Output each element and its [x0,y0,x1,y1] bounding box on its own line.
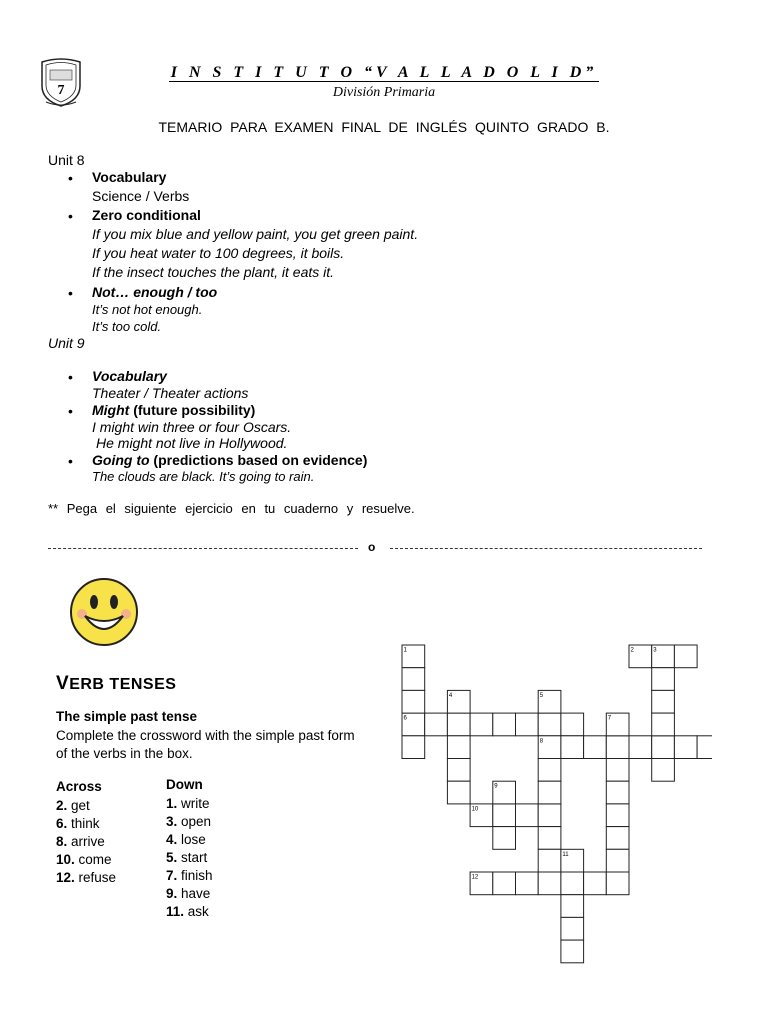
crossword-clue-number: 10 [471,806,479,813]
bullet: • [68,170,73,186]
crossword-cell[interactable] [402,668,425,691]
bullet: • [68,369,73,385]
crossword-cell[interactable] [606,849,629,872]
crossword-cell[interactable] [652,690,675,713]
down-clue: 3. open [166,814,212,829]
across-clue: 12. refuse [56,870,117,885]
bullet: • [68,453,73,469]
down-clue: 5. start [166,850,208,865]
enough-example-1: It’s not hot enough. [92,302,203,317]
down-clue: 1. write [166,796,210,811]
crest-number: 7 [57,83,65,98]
down-clue: 9. have [166,886,211,901]
down-clue: 11. ask [166,904,209,919]
crossword-cell[interactable] [402,736,425,759]
bullet: • [68,403,73,419]
crossword-clue-number: 4 [448,692,453,699]
down-heading: Down [166,777,203,792]
crossword-cell[interactable] [561,872,584,895]
crossword-cell[interactable] [516,804,539,827]
crossword-cell[interactable] [493,872,516,895]
crossword-cell[interactable] [538,827,561,850]
across-clue: 8. arrive [56,834,105,849]
zero-example-3: If the insect touches the plant, it eats it. [92,264,335,280]
might-title: Might (future possibility) [92,402,256,418]
crossword-cell[interactable] [606,781,629,804]
crossword-clue-number: 5 [539,692,544,699]
crossword-clue-number: 12 [471,874,479,881]
across-clue: 10. come [56,852,112,867]
crossword-cell[interactable] [606,736,629,759]
might-example-1: I might win three or four Oscars. [92,419,292,435]
crossword-cell[interactable] [447,759,470,782]
crossword-cell[interactable] [652,736,675,759]
crossword-cell[interactable] [584,736,607,759]
across-heading: Across [56,779,102,794]
crossword-clue-number: 9 [494,783,498,790]
might-example-2: He might not live in Hollywood. [96,435,288,451]
crossword-clue-number: 11 [562,851,569,858]
crossword-clue-number: 2 [630,647,634,654]
across-clue: 6. think [56,816,100,831]
crossword-clue-number: 1 [403,647,407,654]
crossword-cell[interactable] [697,736,712,759]
crossword-cell[interactable] [447,713,470,736]
zero-conditional-title: Zero conditional [92,207,201,223]
smiley-face-icon [68,576,140,648]
school-name: I N S T I T U T O “V A L L A D O L I D” [170,64,598,81]
crossword-instruction: Complete the crossword with the simple past form of the verbs in the box. [56,728,355,761]
crossword-clue-number: 8 [539,738,544,745]
crossword-cell[interactable] [561,917,584,940]
unit9-vocab-text: Theater / Theater actions [92,385,249,401]
enough-example-2: It’s too cold. [92,319,162,334]
enough-too-title: Not… enough / too [92,284,218,300]
going-to-example: The clouds are black. It’s going to rain. [92,469,315,484]
bullet: • [68,208,73,224]
unit9-label: Unit 9 [48,335,85,351]
crossword-cell[interactable] [538,872,561,895]
unit8-label: Unit 8 [48,152,85,168]
crossword-cell[interactable] [561,713,584,736]
exam-title: TEMARIO PARA EXAMEN FINAL DE INGLÉS QUINTO GRADO B. [158,119,610,135]
crossword-cell[interactable] [538,759,561,782]
cut-line-right [390,548,702,549]
crossword-cell[interactable] [493,713,516,736]
crossword-cell[interactable] [538,713,561,736]
unit9-vocab-title: Vocabulary [92,368,167,384]
crossword-cell[interactable] [493,827,516,850]
cut-line-mark: o [368,540,376,554]
crossword-cell[interactable] [516,872,539,895]
going-to-title: Going to (predictions based on evidence) [92,452,368,468]
zero-example-1: If you mix blue and yellow paint, you get green paint. [92,226,419,242]
crossword-cell[interactable] [470,713,493,736]
crossword-cell[interactable] [538,781,561,804]
cut-line-left [48,548,358,549]
division-name: División Primaria [332,85,436,100]
simple-past-subtitle: The simple past tense [56,709,198,724]
bullet: • [68,285,73,301]
crossword-cell[interactable] [606,872,629,895]
verb-tenses-title: VERB TENSES [56,673,177,694]
crossword-cell[interactable] [652,713,675,736]
crossword-cell[interactable] [584,872,607,895]
crossword-cell[interactable] [516,713,539,736]
unit8-vocab-text: Science / Verbs [92,188,190,204]
crossword-cell[interactable] [606,827,629,850]
down-clue: 4. lose [166,832,206,847]
paste-instruction: ** Pega el siguiente ejercicio en tu cuaderno y resuelve. [48,501,415,516]
crossword-cell[interactable] [652,759,675,782]
crossword-grid [392,636,712,976]
zero-example-2: If you heat water to 100 degrees, it boils. [92,245,345,261]
crossword-cell[interactable] [561,895,584,918]
crossword-cell[interactable] [425,713,448,736]
across-clue: 2. get [56,798,90,813]
crossword-cell[interactable] [606,759,629,782]
crossword-cell[interactable] [447,781,470,804]
crossword-cell[interactable] [674,736,697,759]
crossword-cell[interactable] [402,690,425,713]
crossword-cell[interactable] [447,736,470,759]
crossword-cell[interactable] [538,849,561,872]
crossword-clue-number: 7 [607,715,612,722]
crossword-cell[interactable] [561,940,584,963]
unit8-vocab-title: Vocabulary [92,169,167,185]
crossword-cell[interactable] [629,736,652,759]
crossword-cell[interactable] [652,668,675,691]
down-clue: 7. finish [166,868,213,883]
crossword-cell[interactable] [561,736,584,759]
crossword-cell[interactable] [606,804,629,827]
crossword-cell[interactable] [538,804,561,827]
crossword-clue-number: 6 [403,715,407,722]
crossword-cell[interactable] [674,645,697,668]
crossword-clue-number: 3 [653,647,657,654]
crossword-cell[interactable] [493,804,516,827]
